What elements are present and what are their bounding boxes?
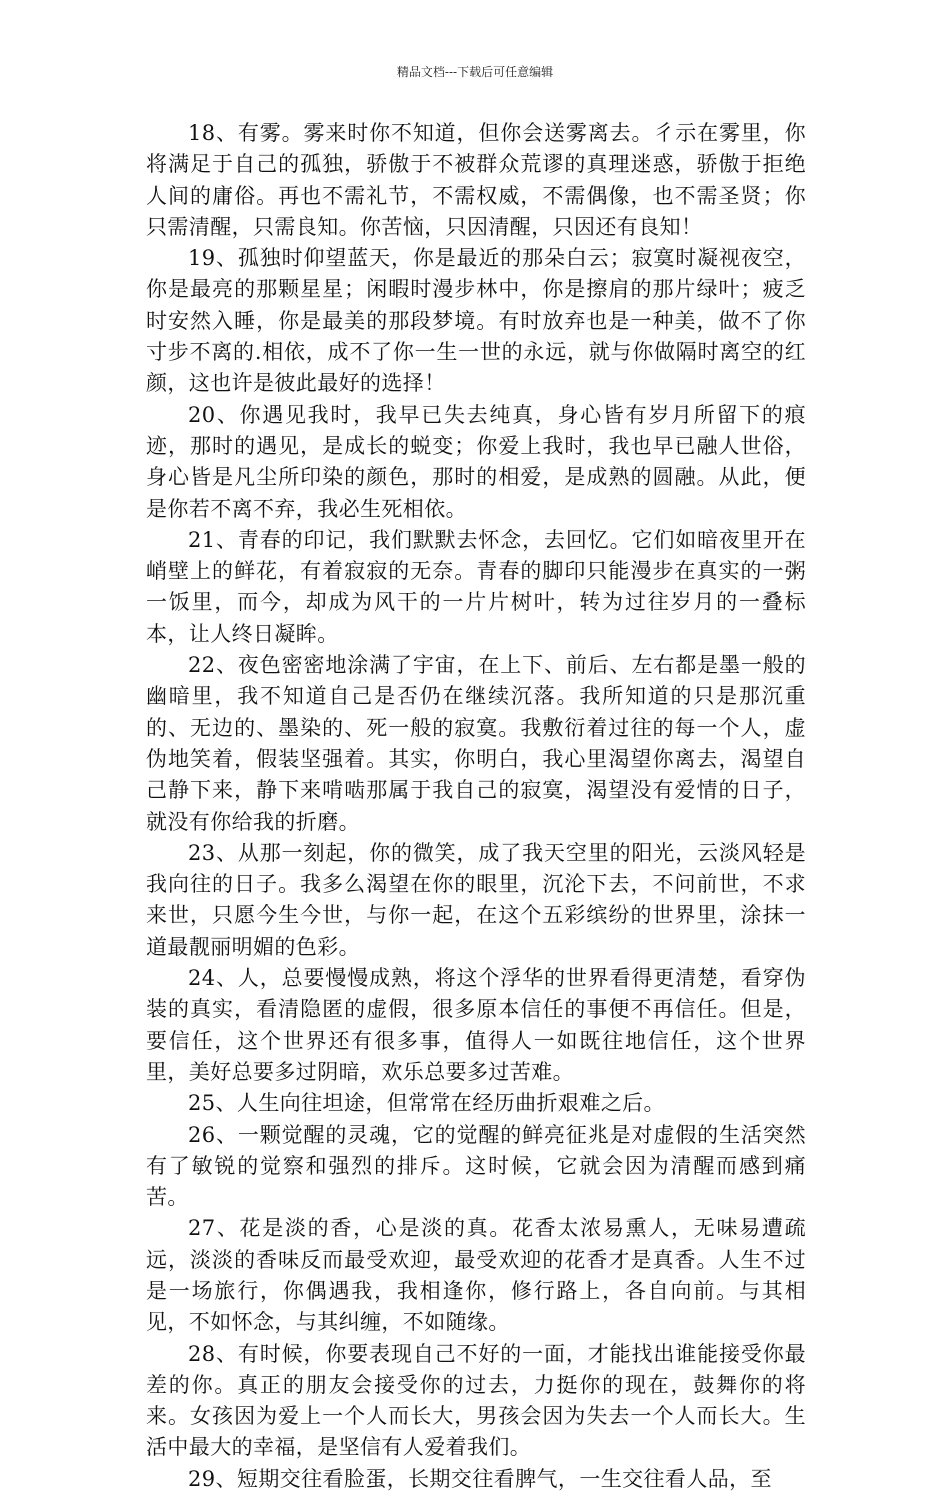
paragraph-23: 23、从那一刻起，你的微笑，成了我天空里的阳光，云淡风轻是我向往的日子。我多么渴望在你的眼里，沉沦下去，不问前世，不求来世，只愿今生今世，与你一起，在这个五彩缤纷的世界里，涂抹一道最靓丽明媚的色彩。 (146, 840, 806, 959)
paragraph-21: 21、青春的印记，我们默默去怀念，去回忆。它们如暗夜里开在峭壁上的鲜花，有着寂寂的无奈。青春的脚印只能漫步在真实的一粥一饭里，而今，却成为风干的一片片树叶，转为过往岁月的一叠标本，让人终日凝眸。 (146, 527, 806, 646)
paragraph-22: 22、夜色密密地涂满了宇宙，在上下、前后、左右都是墨一般的幽暗里，我不知道自己是否仍在继续沉落。我所知道的只是那沉重的、无边的、墨染的、死一般的寂寞。我敷衍着过往的每一个人，虚伪地笑着，假装坚强着。其实，你明白，我心里渴望你离去，渴望自己静下来，静下来啃啮那属于我自己的寂寞，渴望没有爱情的日子，就没有你给我的折磨。 (146, 653, 806, 834)
paragraph-24: 24、人，总要慢慢成熟，将这个浮华的世界看得更清楚，看穿伪装的真实，看清隐匿的虚假，很多原本信任的事便不再信任。但是，要信任，这个世界还有很多事，值得人一如既往地信任，这个世界里，美好总要多过阴暗，欢乐总要多过苦难。 (146, 966, 806, 1084)
page-header: 精品文档---下载后可任意编辑 (396, 65, 554, 79)
paragraph-18: 18、有雾。雾来时你不知道，但你会送雾离去。彳示在雾里，你将满足于自己的孤独，骄傲于不被群众荒谬的真理迷惑，骄傲于拒绝人间的庸俗。再也不需礼节，不需权威，不需偶像，也不需圣贤；你只需清醒，只需良知。你苦恼，只因清醒，只因还有良知！ (146, 121, 806, 239)
paragraph-26: 26、一颗觉醒的灵魂，它的觉醒的鲜亮征兆是对虚假的生活突然有了敏锐的觉察和强烈的排斥。这时候，它就会因为清醒而感到痛苦。 (146, 1122, 806, 1210)
paragraph-29: 29、短期交往看脸蛋，长期交往看脾气，一生交往看人品，至 (188, 1466, 772, 1491)
paragraph-27: 27、花是淡的香，心是淡的真。花香太浓易熏人，无味易遭疏远，淡淡的香味反而最受欢迎，最受欢迎的花香才是真香。人生不过是一场旅行，你偶遇我，我相逢你，修行路上，各自向前。与其相见，不如怀念，与其纠缠，不如随缘。 (146, 1216, 806, 1335)
paragraph-20: 20、你遇见我时，我早已失去纯真，身心皆有岁月所留下的痕迹，那时的遇见，是成长的蜕变；你爱上我时，我也早已融人世俗，身心皆是凡尘所印染的颜色，那时的相爱，是成熟的圆融。从此，便是你若不离不弃，我必生死相依。 (146, 402, 806, 521)
paragraph-28: 28、有时候，你要表现自己不好的一面，才能找出谁能接受你最差的你。真正的朋友会接受你的过去，力挺你的现在，鼓舞你的将来。女孩因为爱上一个人而长大，男孩会因为失去一个人而长大。生活中最大的幸福，是坚信有人爱着我们。 (146, 1341, 806, 1460)
paragraph-19: 19、孤独时仰望蓝天，你是最近的那朵白云；寂寞时凝视夜空，你是最亮的那颗星星；闲暇时漫步林中，你是擦肩的那片绿叶；疲乏时安然入睡，你是最美的那段梦境。有时放弃也是一种美，做不了你寸步不离的.相依，成不了你一生一世的永远，就与你做隔时离空的红颜，这也许是彼此最好的选择！ (146, 246, 806, 396)
document-body (146, 118, 806, 1495)
paragraph-25: 25、人生向往坦途，但常常在经历曲折艰难之后。 (188, 1091, 665, 1116)
